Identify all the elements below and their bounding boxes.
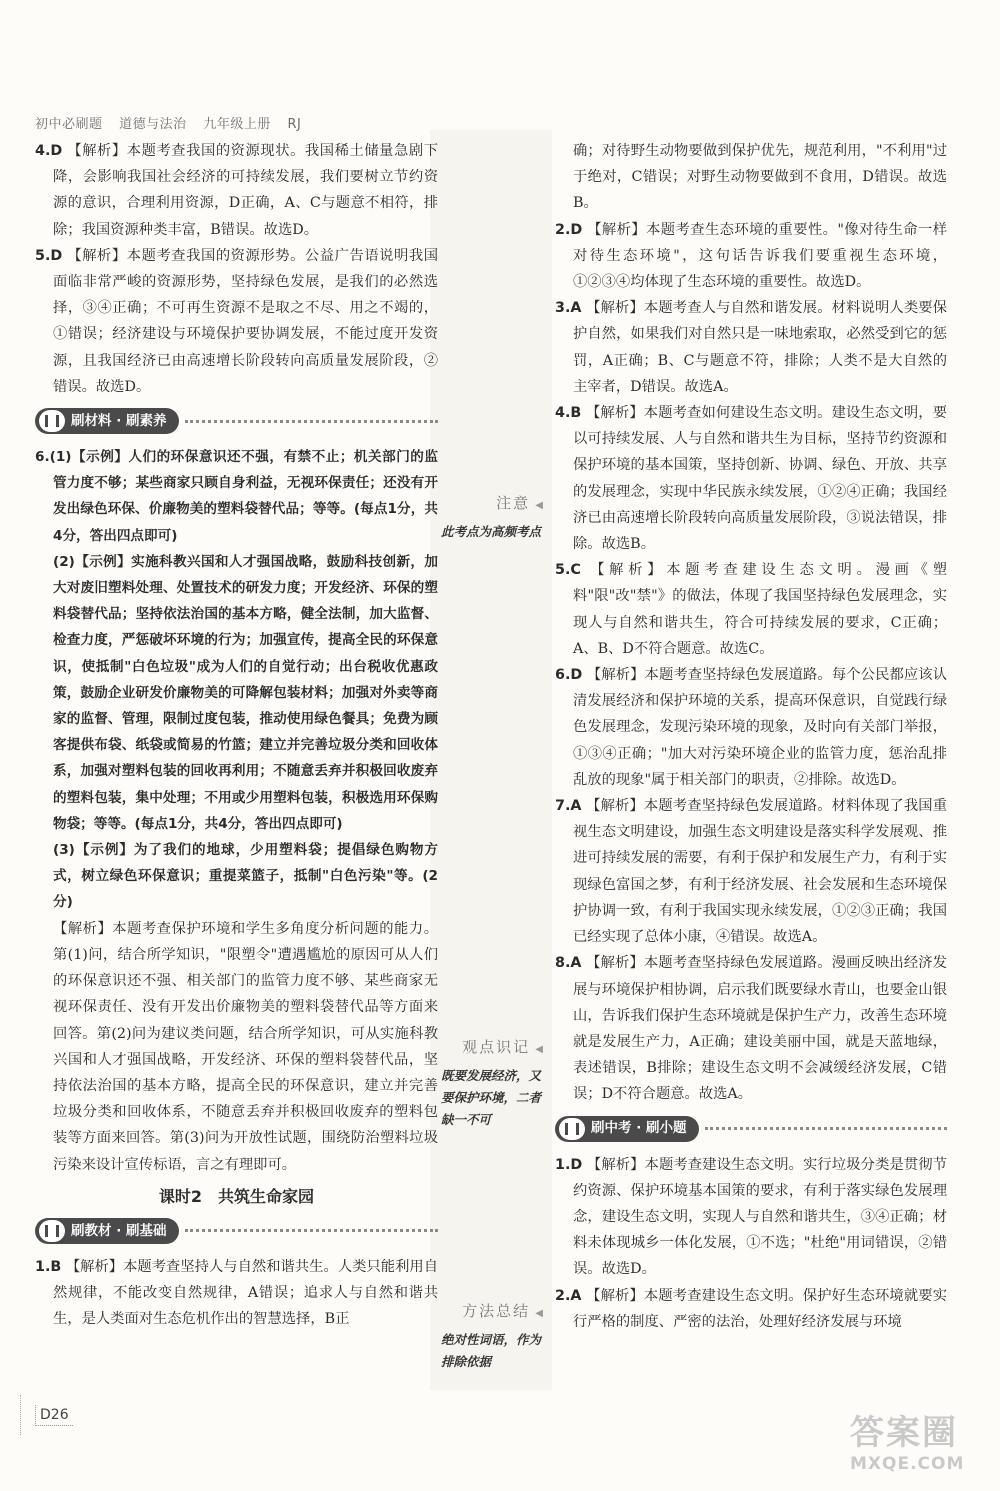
- answer-item: [555, 295, 947, 400]
- answer-number: 2.A: [555, 1287, 582, 1304]
- book-edition: RJ: [287, 117, 302, 132]
- note-body: 此考点为高频考点: [441, 524, 542, 539]
- right-column: [555, 138, 947, 1335]
- section-badge: [555, 1116, 699, 1142]
- answer-number: 1.B: [35, 1258, 62, 1275]
- answer-item: [555, 950, 947, 1107]
- left-column: [35, 138, 438, 1333]
- corner-mark: [20, 1395, 31, 1435]
- answer-item: [555, 557, 947, 662]
- watermark-url: MXQE.COM: [850, 1454, 965, 1474]
- answer-text: 【解析】本题考查坚持绿色发展道路。材料体现了我国重视生态文明建设，加强生态文明建设是落实科学发展观、推进可持续发展的需要，有利于保护和发展生产力，有利于实现绿色富国之梦，有利于经济发展、社会发展和生态环境保护协调一致，有利于我国实现永续发展，①②③正确；我国已经实现了总体小康，④错误。故选A。: [573, 798, 948, 946]
- answer-text: 【解析】本题考查生态环境的重要性。"像对待生命一样对待生态环境"，这句话告诉我们要重视生态环境，①②③④均体现了生态环境的重要性。故选D。: [573, 221, 947, 291]
- dotted-divider: [705, 1127, 947, 1130]
- answer-text: 【解析】本题考查坚持绿色发展道路。每个公民都应该认清发展经济和保护环境的关系，提高环保意识，自觉践行绿色发展理念，发现污染环境的现象，及时向有关部门举报，①③④正确；"加大对污染环境企业的监管力度，惩治乱排乱放的现象"属于相关部门的职责，②排除。故选D。: [573, 667, 947, 788]
- answer-number: 5.C: [555, 562, 581, 579]
- answer-text: (1)【示例】人们的环保意识还不强，有禁不止；机关部门的监管力度不够；某些商家只顾自身利益，无视环保责任；还没有开发出绿色环保、价廉物美的塑料袋替代品；等等。(每点1分，共4分，答出四点即可): [49, 449, 438, 544]
- answer-item: [35, 243, 438, 400]
- section-badge: [35, 1218, 179, 1244]
- answer-item: [555, 662, 947, 793]
- note-tag: 方法总结 ◀: [437, 1300, 549, 1325]
- answer-text: 【解析】本题考查建设生态文明。漫画《塑料"限"改"禁"》的做法，体现了我国坚持绿色发展理念，实现人与自然和谐共生，符合可持续发展的要求，C正确；A、B、D不符合题意。故选C。: [573, 562, 947, 657]
- answer-number: 7.A: [555, 798, 582, 815]
- answer-item: [555, 400, 947, 557]
- answer-number: 4.D: [35, 143, 63, 159]
- section-title: 刷中考 · 刷小题: [591, 1120, 687, 1137]
- section-title: 刷材料 · 刷素养: [71, 412, 167, 429]
- note-tag: 注意 ◀: [437, 492, 549, 517]
- answer-text: 【解析】本题考查建设生态文明。实行垃圾分类是贯彻节约资源、保护环境基本国策的要求，有利于落实绿色发展理念，建设生态文明，实现人与自然和谐共生，③④正确；材料未体现城乡一体化发展，①不选；"杜绝"用词错误，②错误。故选D。: [573, 1156, 947, 1278]
- section-title: 刷教材 · 刷基础: [71, 1222, 167, 1239]
- section-heading: [555, 1114, 947, 1144]
- answer-item: [555, 1283, 947, 1335]
- answer-item: [35, 444, 438, 549]
- answer-text: 【解析】本题考查如何建设生态文明。建设生态文明，要以可持续发展、人与自然和谐共生为目标，坚持节约资源和保护环境的基本国策，坚持创新、协调、绿色、开放、共享的发展理念，实现中华民族永续发展，①②④正确；我国经济已由高速增长阶段转向高质量发展阶段，③说法错误，排除。故选B。: [573, 405, 948, 553]
- book-icon: [39, 410, 65, 432]
- answer-number: 5.D: [35, 247, 63, 264]
- answer-text: 【解析】本题考查坚持人与自然和谐共生。人类只能利用自然规律，不能改变自然规律，A错误；追求人与自然和谐共生，是人类面对生态危机作出的智慧选择，B正: [53, 1258, 438, 1328]
- answer-text: 【解析】本题考查我国的资源形势。公益广告语说明我国面临非常严峻的资源形势，坚持绿色发展，是我们的必然选择，③④正确；不可再生资源不是取之不尽、用之不竭的，①错误；经济建设与环境保护要协调发展，不能过度开发资源，且我国经济已由高速增长阶段转向高质量发展阶段，②错误。故选D。: [53, 247, 439, 395]
- section-heading: [35, 406, 438, 436]
- book-icon: [39, 1220, 65, 1242]
- answer-number: 2.D: [555, 221, 583, 238]
- answer-text: 【解析】本题考查我国的资源现状。我国稀土储量急剧下降，会影响我国社会经济的可持续发展，我们要树立节约资源的意识，合理利用资源，D正确，A、C与题意不相符，排除；我国资源种类丰富，B错误。故选D。: [53, 143, 439, 238]
- answer-text: (2)【示例】实施科教兴国和人才强国战略，鼓励科技创新，加大对废旧塑料处理、处置技术的研发力度；开发经济、环保的塑料袋替代品；坚持依法治国的基本方略，健全法制，加大监督、检查力度，严惩破坏环境的行为；加强宣传，提高全民的环保意识，使抵制"白色垃圾"成为人们的自觉行动；出台税收优惠政策，鼓励企业研发价廉物美的可降解包装材料；加强对外卖等商家的监督、管理，限制过度包装，推动使用绿色餐具；免费为顾客提供布袋、纸袋或简易的竹篮；建立并完善垃圾分类和回收体系，加强对塑料包装的回收再利用；不随意丢弃并积极回收废弃的塑料包装，集中处理；不用或少用塑料包装，积极选用环保购物袋；等等。(每点1分，共4分，答出四点即可): [53, 553, 438, 832]
- answer-number: 4.B: [555, 405, 582, 422]
- answer-text: 【解析】本题考查坚持绿色发展道路。漫画反映出经济发展与环境保护相协调，启示我们既要绿水青山，也要金山银山，告诉我们保护生态环境就是保护生产力，改善生态环境就是发展生产力，A正确；建设美丽中国，就是天蓝地绿，表述错误，B排除；建设生态文明不会减缓经济发展，C错误；D不符合题意。故选A。: [573, 955, 948, 1103]
- book-series: 初中必刷题: [35, 117, 103, 132]
- section-badge: [35, 408, 179, 434]
- lesson-title: 课时2 共筑生命家园: [158, 1186, 315, 1206]
- answer-text: 【解析】本题考查建设生态文明。保护好生态环境就要实行严格的制度、严密的法治，处理好经济发展与环境: [573, 1287, 948, 1330]
- note-body: 绝对性词语，作为排除依据: [441, 1332, 542, 1369]
- answer-item: [555, 217, 947, 296]
- margin-note: [437, 1300, 549, 1373]
- answer-text: 确；对待野生动物要做到保护优先，规范利用，"不利用"过于绝对，C错误；对野生动物要做到不食用，D错误。故选B。: [573, 143, 947, 212]
- note-body: 既要发展经济，又要保护环境，二者缺一不可: [441, 1068, 542, 1127]
- margin-note-column: [430, 130, 552, 1390]
- margin-note: [437, 492, 549, 543]
- answer-number: 8.A: [555, 955, 582, 972]
- answer-text: 【解析】本题考查人与自然和谐发展。材料说明人类要保护自然，如果我们对自然只是一味地索取，必然受到它的惩罚，A正确；B、C与题意不符，排除；人类不是大自然的主宰者，D错误。故选A。: [573, 300, 948, 395]
- note-tag: 观点识记 ◀: [437, 1036, 549, 1061]
- answer-text: (3)【示例】为了我们的地球，少用塑料袋；提倡绿色购物方式，树立绿色环保意识；重提菜篮子，抵制"白色污染"等。(2分): [53, 842, 438, 911]
- watermark-logo-text: 答案圈: [850, 1413, 958, 1453]
- answer-item: [555, 793, 947, 950]
- answer-number: 6.D: [555, 667, 583, 684]
- answer-number: 1.D: [555, 1156, 583, 1173]
- section-heading: [35, 1216, 438, 1246]
- answer-item: [555, 1152, 947, 1283]
- book-icon: [559, 1118, 585, 1140]
- answer-number: 6.: [35, 449, 50, 466]
- dotted-divider: [185, 1229, 438, 1232]
- answer-item: [35, 138, 438, 243]
- dotted-divider: [185, 420, 438, 423]
- analysis-text: 【解析】本题考查保护环境和学生多角度分析问题的能力。第(1)问，结合所学知识，"限塑令"遭遇尴尬的原因可从人们的环保意识还不强、相关部门的监管力度不够、某些商家无视环保责任、没有开发出价廉物美的塑料袋替代品等方面来回答。第(2)问为建议类问题，结合所学知识，可从实施科教兴国和人才强国战略，开发经济、环保的塑料袋替代品，坚持依法治国的基本方略，提高全民的环保意识，建立并完善垃圾分类和回收体系，不随意丢弃并积极回收废弃的塑料包装等方面来回答。第(3)问为开放性试题，围绕防治塑料垃圾污染来设计宣传标语，言之有理即可。: [53, 920, 438, 1173]
- answer-number: 3.A: [555, 300, 582, 317]
- book-subject: 道德与法治: [119, 117, 187, 132]
- site-watermark: [850, 1405, 990, 1485]
- page-number: D26: [35, 1405, 73, 1426]
- book-grade: 九年级上册: [203, 117, 271, 132]
- page-header: [35, 113, 301, 132]
- margin-note: [437, 1036, 549, 1131]
- answer-item: [35, 1254, 438, 1333]
